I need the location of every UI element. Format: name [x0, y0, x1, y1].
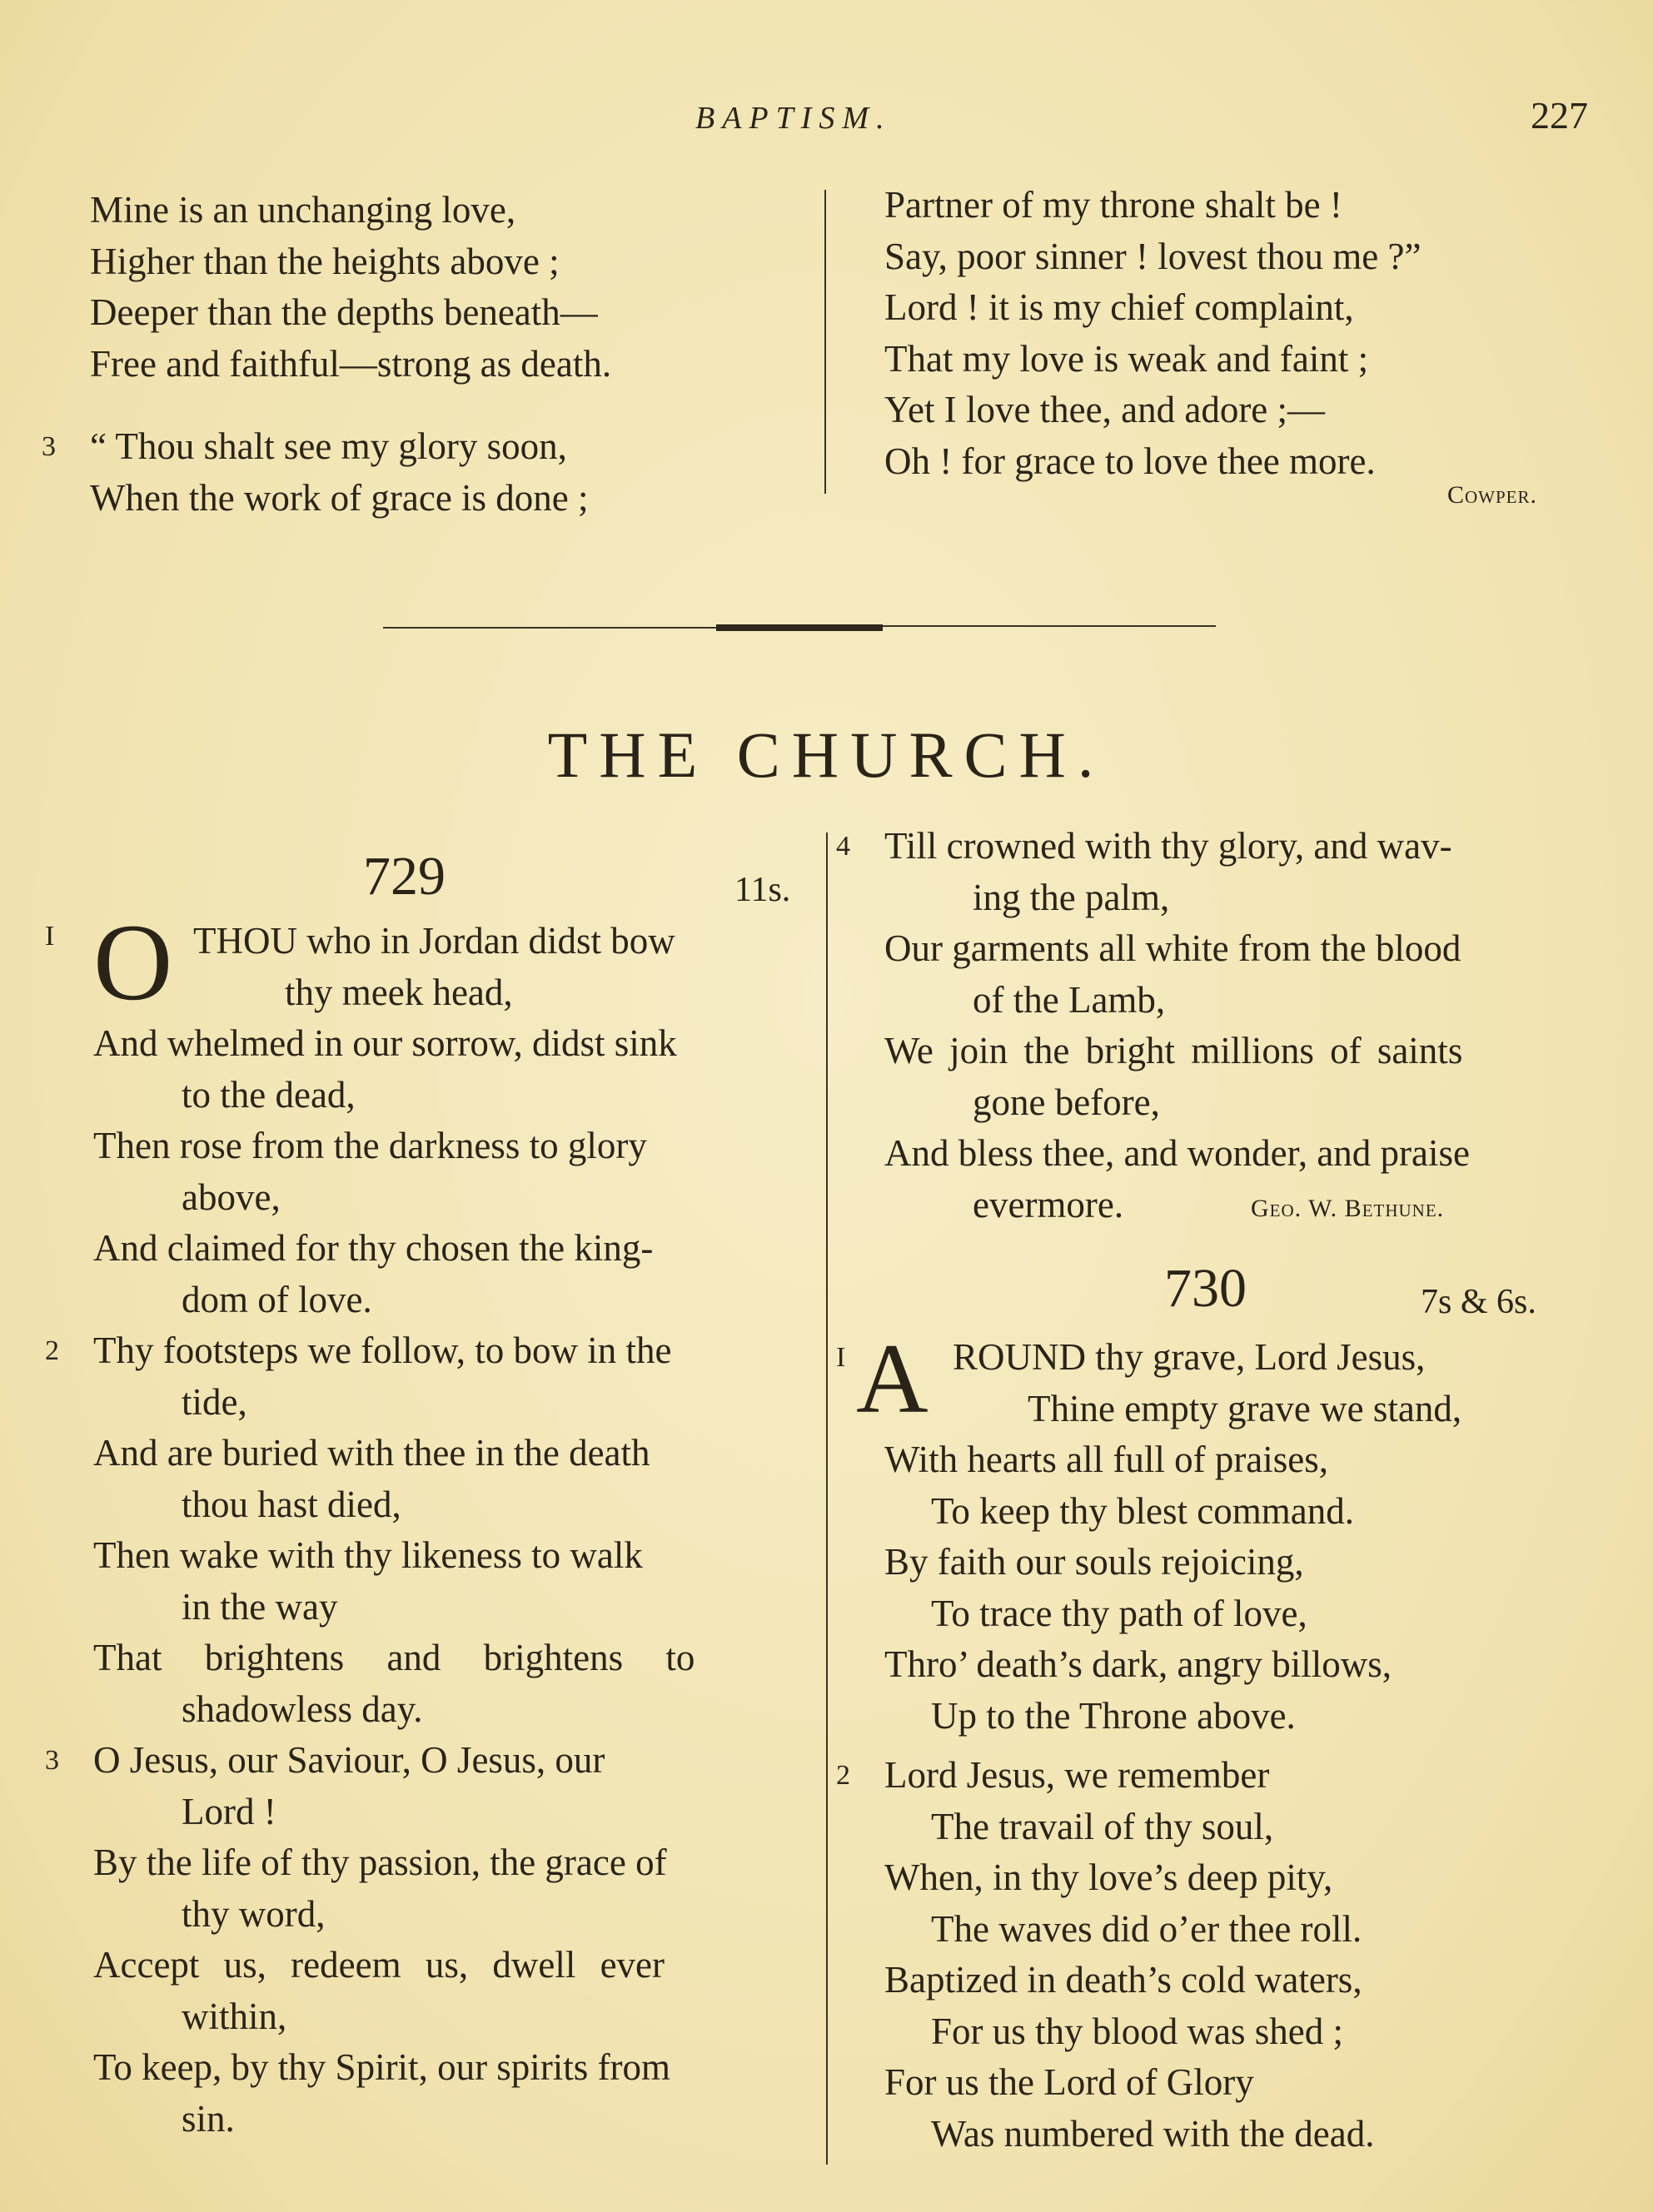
hymn-line-text: evermore.: [973, 1183, 1124, 1225]
hymn-line: [45, 1735, 695, 1787]
hymn-line: To keep thy blest command.: [931, 1489, 1354, 1532]
section-divider: [383, 624, 1216, 631]
hymn-line: [42, 421, 611, 473]
hymn-line-text: O Jesus, our Saviour, O Jesus, our: [93, 1739, 605, 1781]
hymn-line: thou hast died,: [182, 1483, 401, 1525]
verse-number: 2: [836, 1760, 850, 1791]
hymn-line: When, in thy love’s deep pity,: [884, 1857, 1333, 1898]
hymn-line: That brightens and brightens to: [93, 1637, 695, 1678]
hymn-line: above,: [182, 1176, 281, 1218]
attribution-bethune: Geo. W. Bethune.: [1251, 1194, 1445, 1222]
hymn-line: Accept us, redeem us, dwell ever: [93, 1944, 665, 1986]
hymn-line: And whelmed in our sorrow, didst sink: [93, 1022, 677, 1064]
hymn-line: That my love is weak and faint ;: [884, 337, 1369, 380]
continued-hymn-left-column: [42, 185, 612, 524]
column-rule-top: [824, 190, 826, 494]
hymn-line: gone before,: [973, 1081, 1160, 1123]
hymn-line: Yet I love thee, and adore ;—: [884, 389, 1326, 430]
hymn-line: thy word,: [182, 1892, 326, 1935]
section-title: THE CHURCH.: [547, 718, 1106, 791]
hymn-line: Higher than the heights above ;: [90, 240, 560, 282]
hymn-line: The travail of thy soul,: [931, 1805, 1274, 1847]
hymn-line: By faith our souls rejoicing,: [884, 1541, 1304, 1583]
hymn-line: dom of love.: [182, 1278, 372, 1320]
verse-number: 3: [45, 1745, 59, 1776]
hymn-line: Say, poor sinner ! lovest thou me ?”: [884, 235, 1421, 277]
drop-cap-a: A: [856, 1323, 929, 1434]
hymn-line: ROUND thy grave, Lord Jesus,: [953, 1336, 1426, 1378]
verse-number: 3: [42, 431, 56, 462]
hymn-line: thy meek head,: [285, 971, 513, 1013]
hymn-line: Deeper than the depths beneath—: [90, 291, 598, 333]
hymn-729-left-column: [45, 916, 695, 2145]
hymn-line: By the life of thy passion, the grace of: [93, 1842, 667, 1883]
hymn-line: Lord ! it is my chief complaint,: [884, 286, 1354, 328]
hymn-line: Was numbered with the dead.: [931, 2112, 1375, 2155]
hymn-line: of the Lamb,: [973, 978, 1166, 1021]
hymn-line: to the dead,: [182, 1073, 356, 1116]
hymn-line: With hearts all full of praises,: [884, 1439, 1329, 1480]
hymn-line: Lord !: [182, 1790, 276, 1832]
verse-number: 2: [45, 1335, 59, 1366]
hymn-line: Oh ! for grace to love thee more.: [884, 440, 1376, 482]
hymn-line: [45, 1325, 695, 1377]
hymn-line: Thine empty grave we stand,: [1028, 1387, 1462, 1429]
hymn-line: Thro’ death’s dark, angry billows,: [884, 1643, 1392, 1685]
hymn-line: in the way: [182, 1585, 338, 1628]
continued-hymn-right-column: [884, 180, 1421, 487]
hymn-line: For us thy blood was shed ;: [931, 2010, 1343, 2052]
hymn-line: Baptized in death’s cold waters,: [884, 1959, 1362, 2001]
hymn-line: Partner of my throne shalt be !: [884, 184, 1342, 226]
hymn-line: Our garments all white from the blood: [884, 927, 1461, 969]
hymn-line: For us the Lord of Glory: [884, 2061, 1254, 2103]
hymn-line: tide,: [182, 1380, 247, 1423]
verse-number: I: [45, 921, 55, 952]
hymn-line: When the work of grace is done ;: [90, 476, 589, 519]
hymn-line: And claimed for thy chosen the king-: [93, 1227, 654, 1269]
hymn-line: To keep, by thy Spirit, our spirits from: [93, 2046, 671, 2088]
hymn-line: sin.: [182, 2097, 235, 2140]
hymn-line: within,: [182, 1995, 287, 2037]
hymn-line-text: “ Thou shalt see my glory soon,: [90, 425, 567, 467]
hymn-number-729: 729: [363, 846, 446, 907]
hymn-729-right-column: [836, 821, 1470, 1230]
hymn-line: ing the palm,: [973, 876, 1170, 918]
hymn-line-text: Till crowned with thy glory, and wav-: [884, 825, 1452, 867]
hymn-line: To trace thy path of love,: [931, 1592, 1307, 1634]
hymn-line: [884, 1180, 1470, 1231]
hymn-line: We join the bright millions of saints: [884, 1030, 1463, 1071]
hymn-line: shadowless day.: [182, 1688, 423, 1730]
page-number: 227: [1531, 94, 1588, 137]
column-rule-bottom: [826, 833, 828, 2165]
hymn-meter-729: 11s.: [734, 871, 791, 909]
hymn-line: [836, 1750, 1461, 1802]
drop-cap-o: O: [93, 901, 173, 1023]
verse-number: I: [836, 1342, 846, 1373]
verse-number: 4: [836, 831, 850, 862]
hymn-line: THOU who in Jordan didst bow: [193, 920, 675, 962]
hymn-meter-730: 7s & 6s.: [1421, 1283, 1536, 1321]
hymn-730-column: [836, 1332, 1462, 2160]
hymn-line-text: Lord Jesus, we remember: [884, 1754, 1270, 1796]
hymn-line: Up to the Throne above.: [931, 1694, 1296, 1737]
hymn-line: The waves did o’er thee roll.: [931, 1907, 1362, 1950]
hymn-line: Mine is an unchanging love,: [90, 189, 516, 231]
divider-ornament: [716, 624, 883, 631]
hymn-line: Then wake with thy likeness to walk: [93, 1534, 643, 1576]
hymn-line: And are buried with thee in the death: [93, 1432, 650, 1474]
hymn-number-730: 730: [1164, 1258, 1247, 1319]
hymn-line: [836, 821, 1470, 872]
running-head: BAPTISM.: [695, 101, 892, 136]
hymn-line: Free and faithful—strong as death.: [90, 342, 612, 385]
hymn-line-text: Thy footsteps we follow, to bow in the: [93, 1330, 672, 1371]
hymn-line: Then rose from the darkness to glory: [93, 1125, 647, 1166]
hymn-line: And bless thee, and wonder, and praise: [884, 1132, 1470, 1174]
attribution-cowper: Cowper.: [1447, 481, 1538, 509]
